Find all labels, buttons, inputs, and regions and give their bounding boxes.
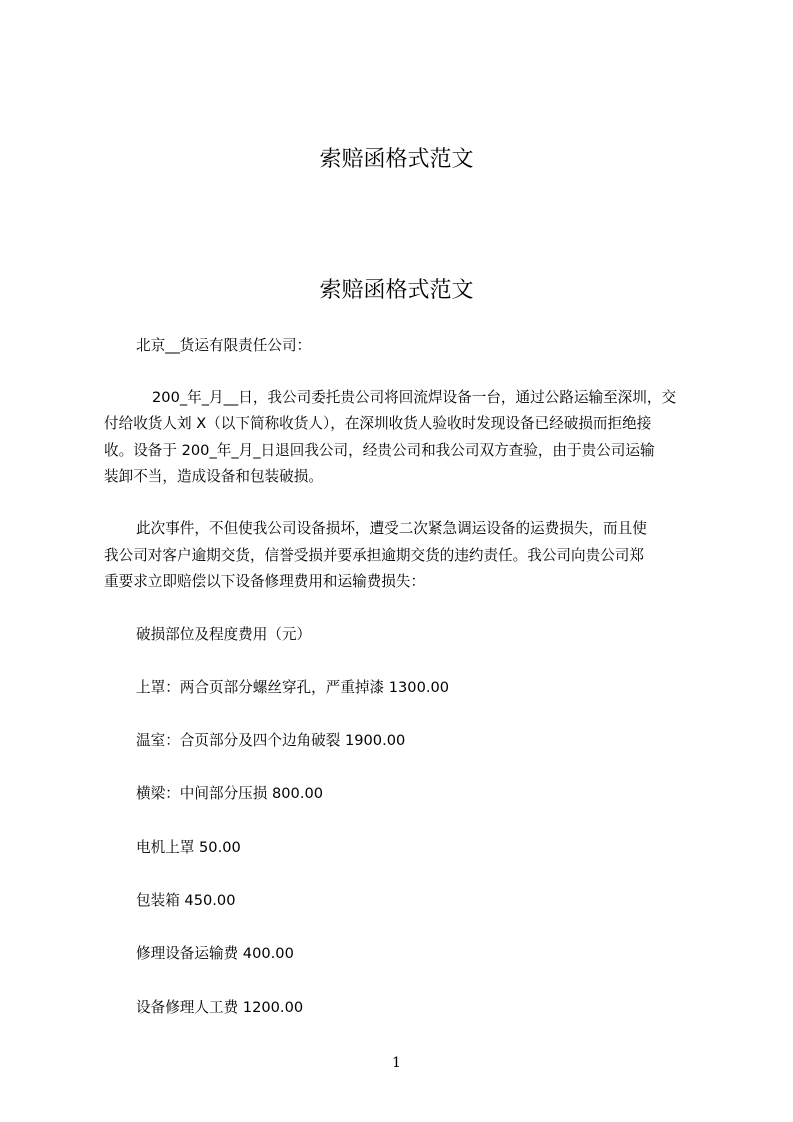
page-number: 1: [392, 1055, 401, 1071]
document-title: 索赔函格式范文: [319, 278, 474, 303]
paragraph-line: 我公司对客户逾期交货，信誉受损并要承担逾期交货的违约责任。我公司向贵公司郑: [104, 547, 644, 564]
paragraph-line: 200_年_月__日，我公司委托贵公司将回流焊设备一台，通过公路运输至深圳，交: [152, 389, 677, 406]
cost-item: 上罩：两合页部分螺丝穿孔，严重掉漆 1300.00: [136, 679, 450, 696]
cost-item: 包装箱 450.00: [136, 892, 236, 909]
cost-header: 破损部位及程度费用（元）: [136, 626, 312, 643]
paragraph-line: 此次事件，不但使我公司设备损坏，遭受二次紧急调运设备的运费损失，而且使: [136, 520, 647, 537]
cost-item: 横梁：中间部分压损 800.00: [136, 785, 324, 802]
cost-item: 设备修理人工费 1200.00: [136, 999, 304, 1016]
cost-item: 修理设备运输费 400.00: [136, 945, 294, 962]
cost-item: 电机上罩 50.00: [136, 839, 241, 856]
paragraph-line: 重要求立即赔偿以下设备修理费用和运输费损失：: [104, 573, 426, 590]
paragraph-line: 装卸不当，造成设备和包装破损。: [104, 468, 323, 485]
cost-item: 温室：合页部分及四个边角破裂 1900.00: [136, 732, 406, 749]
paragraph-line: 付给收货人刘 X（以下简称收货人），在深圳收货人验收时发现设备已经破损而拒绝接: [104, 415, 652, 432]
paragraph-line: 收。设备于 200_年_月_日退回我公司，经贵公司和我公司双方查验，由于贵公司运输: [104, 442, 655, 459]
salutation: 北京__货运有限责任公司：: [136, 337, 312, 354]
header-title: 索赔函格式范文: [319, 147, 474, 172]
